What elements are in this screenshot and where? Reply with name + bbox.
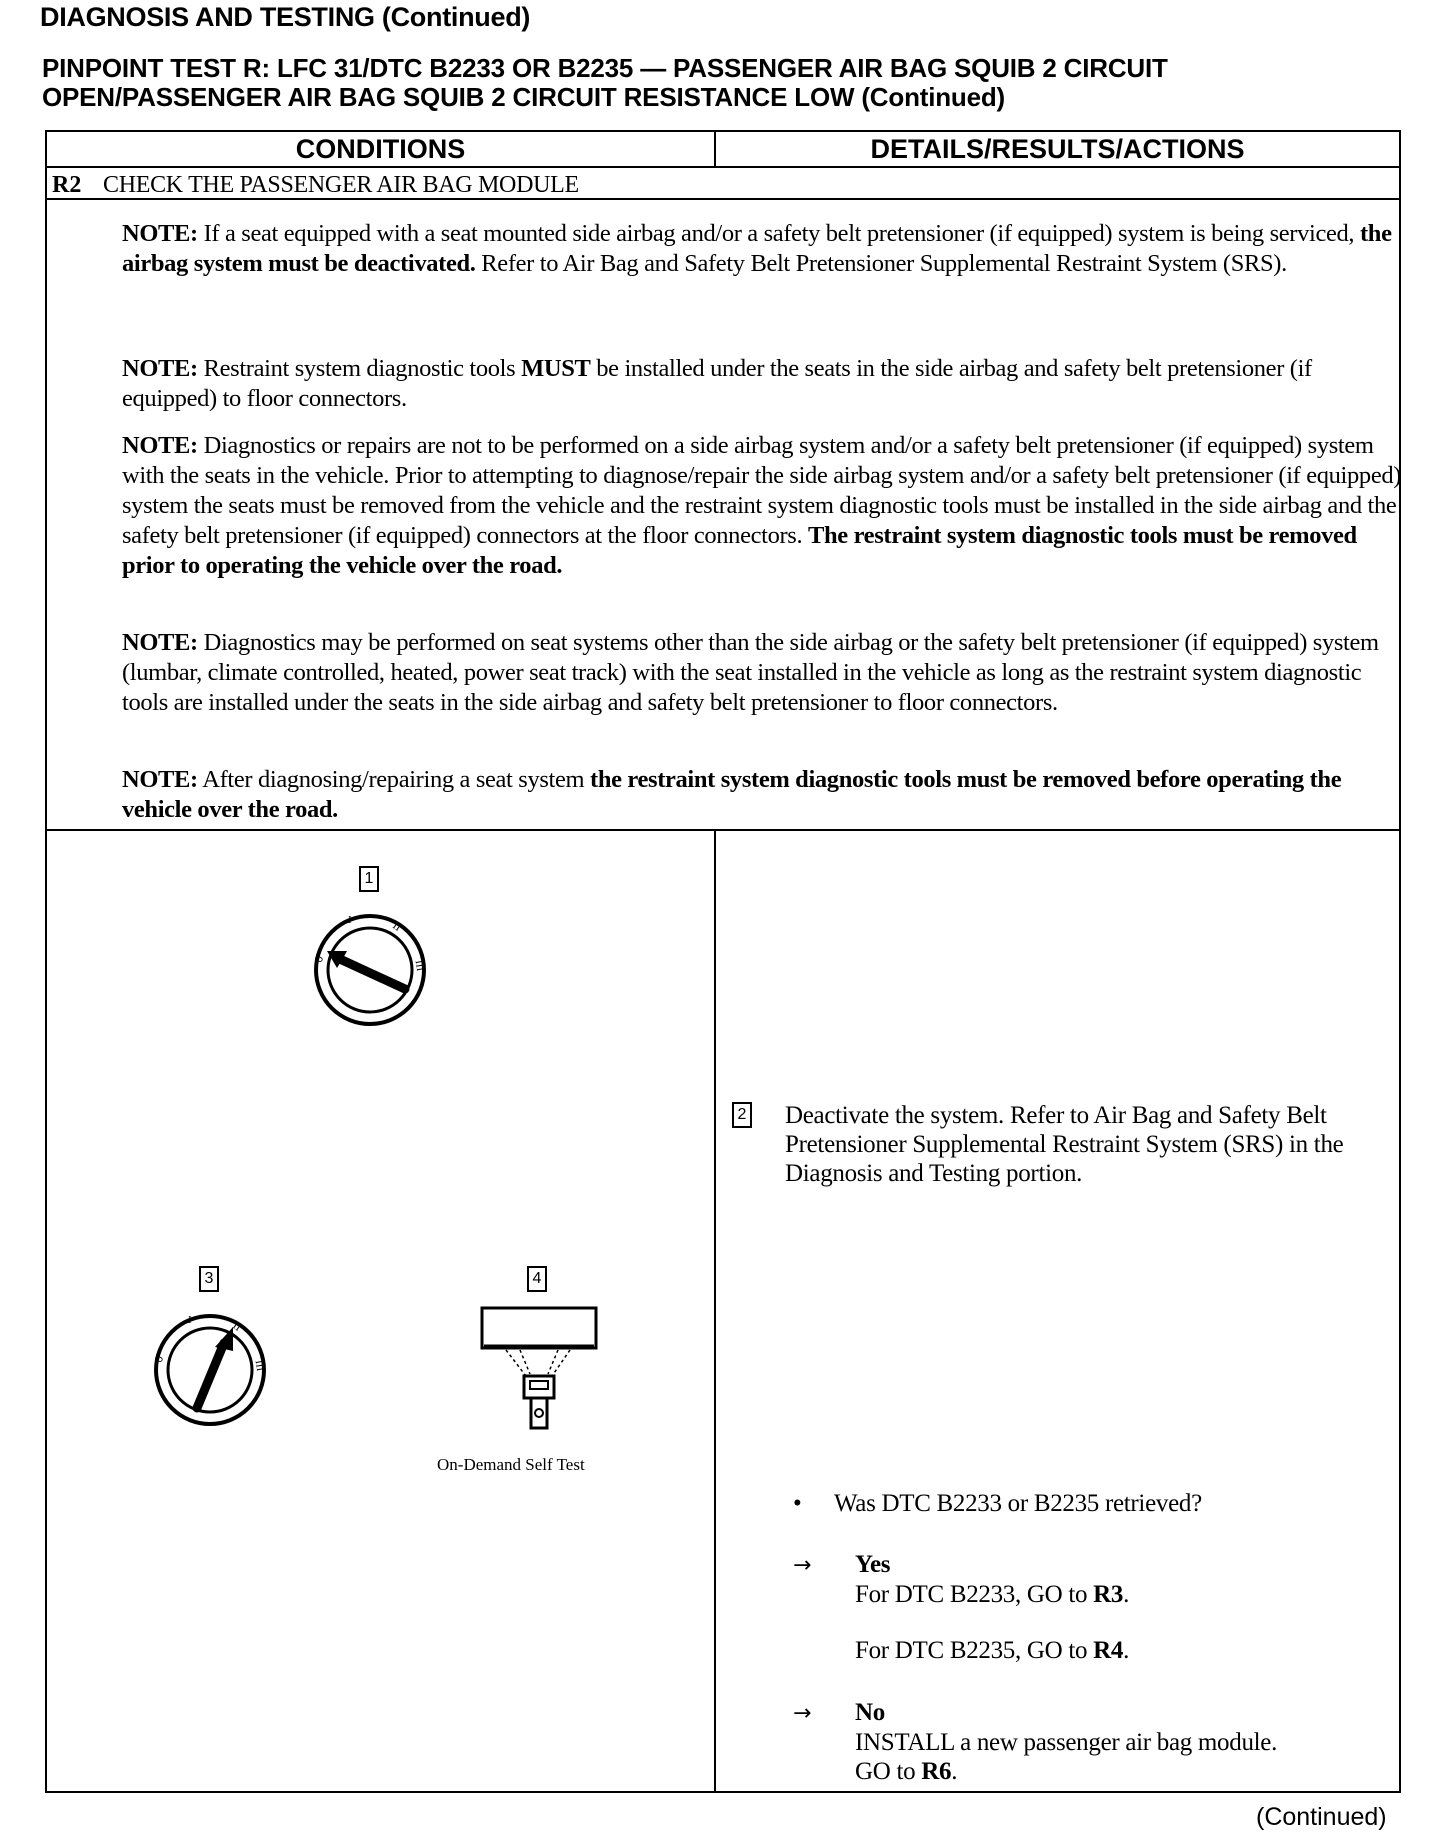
- key-position-run: II: [230, 1319, 244, 1334]
- step-id: R2: [52, 172, 82, 198]
- arrow-right-icon: →: [793, 1701, 812, 1726]
- key-position-off: 0: [152, 1354, 167, 1365]
- callout-2: 2: [732, 1102, 752, 1128]
- ignition-switch-off-icon: [305, 905, 435, 1035]
- key-position-start: III: [252, 1359, 267, 1373]
- no-action-2: [855, 1757, 957, 1786]
- yes-action-1-ref: R3: [1093, 1581, 1124, 1608]
- note-1: [122, 219, 1408, 279]
- note-emphasis: the airbag system must be deactivated.: [122, 220, 1392, 277]
- page-title: DIAGNOSIS AND TESTING (Continued): [40, 2, 531, 32]
- no-label: No: [855, 1699, 885, 1726]
- note-label: NOTE:: [122, 355, 198, 382]
- note-emphasis: MUST: [521, 355, 591, 382]
- note-label: NOTE:: [122, 629, 198, 656]
- question-text: Was DTC B2233 or B2235 retrieved?: [834, 1490, 1202, 1517]
- bullet-icon: •: [793, 1490, 802, 1517]
- key-position-acc: I: [348, 914, 352, 926]
- note-label: NOTE:: [122, 220, 198, 247]
- note-4: [122, 628, 1408, 718]
- key-position-run: II: [390, 919, 404, 934]
- note-emphasis: The restraint system diagnostic tools must be removed prior to operating the vehicle over the road.: [122, 522, 1357, 579]
- illustration-caption: On-Demand Self Test: [437, 1455, 585, 1474]
- details-column-header: DETAILS/RESULTS/ACTIONS: [870, 133, 1245, 164]
- arrow-right-icon: →: [793, 1553, 812, 1578]
- yes-action-1: [855, 1580, 1129, 1609]
- callout-1: 1: [359, 866, 379, 892]
- test-title-line-2: OPEN/PASSENGER AIR BAG SQUIB 2 CIRCUIT RESISTANCE LOW (Continued): [42, 82, 1005, 112]
- sentence-period: .: [1123, 1637, 1130, 1664]
- yes-action-2-ref: R4: [1093, 1637, 1124, 1664]
- note-text: Refer to Air Bag and Safety Belt Pretensioner Supplemental Restraint System (SRS).: [475, 250, 1287, 277]
- scan-tool-icon: [470, 1304, 610, 1444]
- callout-4: 4: [527, 1266, 547, 1292]
- notes-divider: [45, 829, 1401, 831]
- callout-3: 3: [199, 1266, 219, 1292]
- note-text: be installed under the seats in the side airbag and safety belt pretensioner (if equipped) to floor connectors.: [122, 355, 1312, 412]
- key-position-acc: I: [188, 1314, 192, 1326]
- note-emphasis: the restraint system diagnostic tools must be removed before operating the vehicle over the road.: [122, 766, 1342, 823]
- note-text: After diagnosing/repairing a seat system: [197, 766, 591, 793]
- note-label: NOTE:: [122, 766, 198, 793]
- key-position-off: 0: [312, 954, 327, 965]
- note-label: NOTE:: [122, 432, 198, 459]
- note-text: Restraint system diagnostic tools: [197, 355, 522, 382]
- note-5: [122, 765, 1408, 825]
- key-position-start: III: [412, 959, 427, 973]
- pinpoint-test-title: [42, 54, 1442, 112]
- continued-label: (Continued): [1256, 1803, 1387, 1831]
- note-2: [122, 354, 1408, 414]
- ignition-switch-run-icon: [145, 1305, 275, 1435]
- yes-action-1-text: For DTC B2233, GO to: [855, 1581, 1094, 1608]
- no-action-2-ref: R6: [921, 1758, 952, 1785]
- yes-action-2: [855, 1636, 1129, 1665]
- yes-label: Yes: [855, 1551, 891, 1578]
- conditions-column-header: CONDITIONS: [295, 133, 466, 164]
- note-3: [122, 431, 1408, 581]
- body-column-divider: [714, 830, 716, 1792]
- note-text: Diagnostics may be performed on seat systems other than the side airbag or the safety belt pretensioner (if equipped) system (lumbar, climate controlled, heated, power seat track) with the seat installed in the vehicle as long as the restraint system diagnostic tools are installed under the seats in the side airbag and safety belt pretensioner to floor connectors.: [122, 629, 1379, 716]
- note-text: Diagnostics or repairs are not to be performed on a side airbag system and/or a safety belt pretensioner (if equipped) system with the seats in the vehicle. Prior to attempting to diagnose/repair the side airbag system and/or a safety belt pretensioner (if equipped) system the seats must be removed from the vehicle and the restraint system diagnostic tools must be installed in the side airbag and the safety belt pretensioner (if equipped) connectors at the floor connectors.: [122, 432, 1402, 549]
- step-title: CHECK THE PASSENGER AIR BAG MODULE: [103, 172, 579, 198]
- note-text: If a seat equipped with a seat mounted side airbag and/or a safety belt pretensioner (if equipped) system is being serviced,: [197, 220, 1360, 247]
- no-action-1: INSTALL a new passenger air bag module.: [855, 1729, 1278, 1756]
- sentence-period: .: [951, 1758, 958, 1785]
- no-action-2-text: GO to: [855, 1758, 922, 1785]
- step-2-instruction: Deactivate the system. Refer to Air Bag and Safety Belt Pretensioner Supplemental Restraint System (SRS) in the Diagnosis and Testing portion.: [785, 1102, 1344, 1187]
- yes-action-2-text: For DTC B2235, GO to: [855, 1637, 1094, 1664]
- sentence-period: .: [1123, 1581, 1130, 1608]
- test-title-line-1: PINPOINT TEST R: LFC 31/DTC B2233 OR B2235 — PASSENGER AIR BAG SQUIB 2 CIRCUIT: [42, 53, 1168, 83]
